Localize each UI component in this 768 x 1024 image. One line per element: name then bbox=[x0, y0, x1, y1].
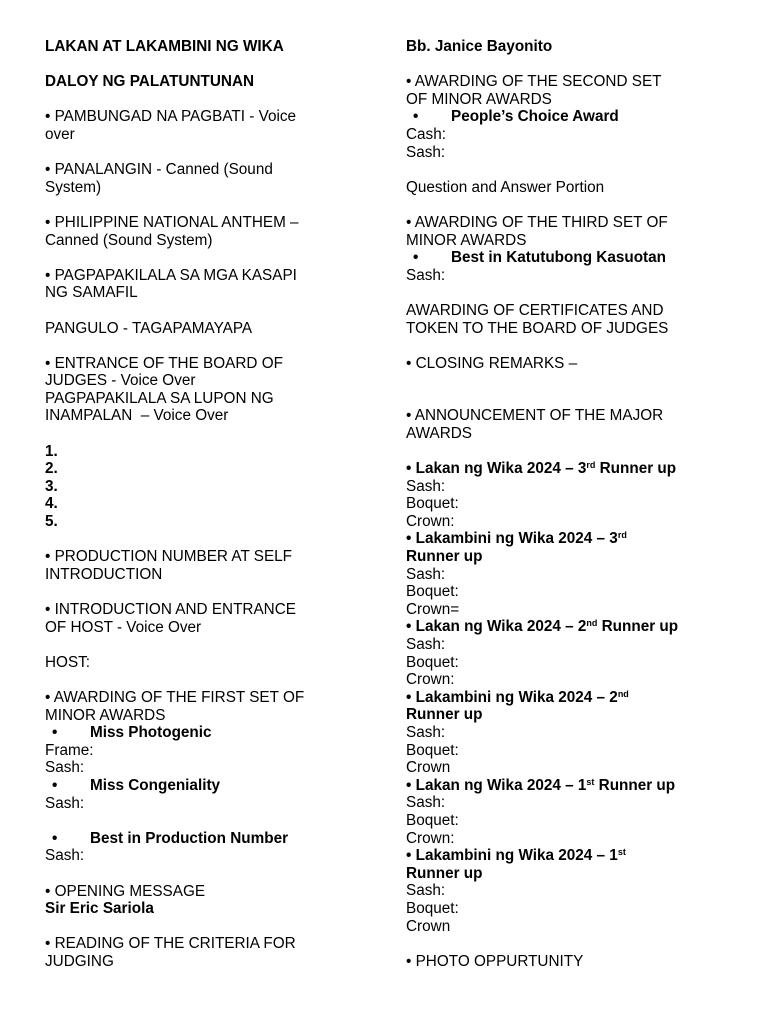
award-label: Miss Photogenic bbox=[90, 724, 212, 742]
field-frame: Frame: bbox=[45, 741, 94, 759]
field-crown: Crown= bbox=[406, 600, 460, 618]
item-announcement-1: • ANNOUNCEMENT OF THE MAJOR bbox=[406, 407, 664, 425]
field-sash: Sash: bbox=[406, 477, 446, 495]
ordinal-suffix: nd bbox=[586, 618, 598, 629]
bullet-icon: • bbox=[52, 829, 58, 847]
judge-number: 1. bbox=[45, 442, 58, 460]
bullet-icon: • bbox=[413, 249, 419, 267]
award-label: Best in Production Number bbox=[90, 829, 289, 847]
award-lakambini-1st-cont: Runner up bbox=[406, 864, 483, 882]
field-sash: Sash: bbox=[45, 847, 85, 865]
item-criteria-1: • READING OF THE CRITERIA FOR bbox=[45, 935, 296, 953]
item-second-set-2: OF MINOR AWARDS bbox=[406, 90, 552, 108]
field-cash: Cash: bbox=[406, 125, 446, 143]
ordinal-suffix: nd bbox=[617, 688, 629, 699]
item-host-intro-2: OF HOST - Voice Over bbox=[45, 618, 202, 636]
item-announcement-2: AWARDS bbox=[406, 424, 473, 442]
award-prefix: • Lakambini ng Wika 2024 – 3 bbox=[406, 530, 618, 548]
judge-number: 5. bbox=[45, 513, 58, 531]
field-boquet: Boquet: bbox=[406, 741, 459, 759]
award-lakan-2nd bbox=[406, 618, 746, 636]
opening-speaker: Sir Eric Sariola bbox=[45, 900, 154, 918]
field-crown: Crown: bbox=[406, 671, 455, 689]
field-boquet: Boquet: bbox=[406, 583, 459, 601]
item-panalangin-2: System) bbox=[45, 178, 102, 196]
field-sash: Sash: bbox=[406, 636, 446, 653]
field-sash: Sash: bbox=[406, 143, 446, 161]
field-sash: Sash: bbox=[406, 266, 446, 284]
program-heading: DALOY NG PALATUNTUNAN bbox=[45, 73, 255, 91]
award-prefix: • Lakambini ng Wika 2024 – 2 bbox=[406, 688, 618, 706]
left-column bbox=[45, 38, 365, 970]
item-judges-4: INAMPALAN – Voice Over bbox=[45, 407, 229, 425]
item-pambungad-2: over bbox=[45, 125, 75, 143]
award-lakambini-3rd bbox=[406, 530, 746, 548]
award-suffix: Runner up bbox=[594, 776, 676, 794]
item-judges-3: PAGPAPAKILALA SA LUPON NG bbox=[45, 389, 274, 407]
field-crown: Crown: bbox=[406, 829, 455, 847]
item-first-set-1: • AWARDING OF THE FIRST SET OF bbox=[45, 688, 305, 706]
award-label: Best in Katutubong Kasuotan bbox=[451, 249, 667, 267]
item-criteria-2: JUDGING bbox=[45, 952, 114, 970]
item-production-1: • PRODUCTION NUMBER AT SELF bbox=[45, 548, 293, 566]
item-second-set-1: • AWARDING OF THE SECOND SET bbox=[406, 73, 662, 91]
award-prefix: • Lakan ng Wika 2024 – 1 bbox=[406, 776, 587, 794]
item-photo-opportunity: • PHOTO OPPURTUNITY bbox=[406, 952, 584, 970]
judge-number: 4. bbox=[45, 495, 58, 513]
award-peoples-choice bbox=[406, 108, 746, 126]
ordinal-suffix: rd bbox=[586, 460, 596, 471]
item-host: HOST: bbox=[45, 653, 91, 671]
award-prefix: • Lakan ng Wika 2024 – 2 bbox=[406, 618, 587, 636]
award-lakambini-3rd-cont: Runner up bbox=[406, 548, 483, 566]
award-lakambini-2nd-cont: Runner up bbox=[406, 706, 483, 724]
field-sash: Sash: bbox=[406, 882, 446, 900]
bullet-icon: • bbox=[413, 108, 419, 126]
item-anthem-1: • PHILIPPINE NATIONAL ANTHEM – bbox=[45, 213, 299, 231]
item-judges-1: • ENTRANCE OF THE BOARD OF bbox=[45, 354, 283, 372]
bullet-icon: • bbox=[52, 724, 58, 742]
item-third-set-2: MINOR AWARDS bbox=[406, 231, 527, 249]
field-sash: Sash: bbox=[45, 759, 85, 777]
field-boquet: Boquet: bbox=[406, 811, 459, 829]
item-qa: Question and Answer Portion bbox=[406, 178, 605, 196]
ordinal-suffix: rd bbox=[617, 530, 627, 541]
field-boquet: Boquet: bbox=[406, 495, 459, 513]
item-first-set-2: MINOR AWARDS bbox=[45, 706, 166, 724]
host-name: Bb. Janice Bayonito bbox=[406, 38, 553, 55]
right-column bbox=[406, 38, 746, 970]
award-lakan-1st bbox=[406, 777, 746, 795]
item-production-2: INTRODUCTION bbox=[45, 565, 163, 583]
field-sash: Sash: bbox=[406, 794, 446, 812]
award-suffix: Runner up bbox=[597, 618, 679, 636]
item-pambungad-1: • PAMBUNGAD NA PAGBATI - Voice bbox=[45, 108, 297, 126]
award-miss-photogenic bbox=[45, 724, 365, 742]
award-lakambini-1st bbox=[406, 847, 746, 865]
item-opening: • OPENING MESSAGE bbox=[45, 882, 206, 900]
field-sash: Sash: bbox=[406, 723, 446, 741]
field-sash: Sash: bbox=[406, 565, 446, 583]
document-title: LAKAN AT LAKAMBINI NG WIKA bbox=[45, 38, 284, 55]
ordinal-suffix: st bbox=[586, 776, 595, 787]
field-crown: Crown bbox=[406, 917, 451, 935]
item-pagpapakilala-1: • PAGPAPAKILALA SA MGA KASAPI bbox=[45, 266, 297, 284]
item-panalangin-1: • PANALANGIN - Canned (Sound bbox=[45, 161, 273, 179]
field-crown: Crown bbox=[406, 759, 451, 777]
item-certificates-1: AWARDING OF CERTIFICATES AND bbox=[406, 301, 664, 319]
item-third-set-1: • AWARDING OF THE THIRD SET OF bbox=[406, 213, 668, 231]
award-suffix: Runner up bbox=[595, 460, 677, 478]
field-boquet: Boquet: bbox=[406, 653, 459, 671]
field-boquet: Boquet: bbox=[406, 899, 459, 917]
award-prefix: • Lakan ng Wika 2024 – 3 bbox=[406, 460, 587, 478]
award-miss-congeniality bbox=[45, 777, 365, 795]
item-judges-2: JUDGES - Voice Over bbox=[45, 372, 196, 390]
field-crown: Crown: bbox=[406, 512, 455, 530]
item-pangulo: PANGULO - TAGAPAMAYAPA bbox=[45, 319, 253, 337]
item-host-intro-1: • INTRODUCTION AND ENTRANCE bbox=[45, 601, 296, 618]
bullet-icon: • bbox=[52, 776, 58, 794]
award-best-kasuotan bbox=[406, 249, 746, 267]
award-lakan-3rd bbox=[406, 460, 746, 478]
item-closing: • CLOSING REMARKS – bbox=[406, 354, 578, 372]
item-anthem-2: Canned (Sound System) bbox=[45, 231, 213, 249]
award-prefix: • Lakambini ng Wika 2024 – 1 bbox=[406, 847, 618, 865]
award-label: People’s Choice Award bbox=[451, 108, 619, 126]
field-sash: Sash: bbox=[45, 794, 85, 812]
ordinal-suffix: st bbox=[617, 847, 626, 858]
judge-number: 2. bbox=[45, 460, 58, 478]
award-best-production bbox=[45, 830, 365, 848]
award-label: Miss Congeniality bbox=[90, 776, 221, 794]
item-pagpapakilala-2: NG SAMAFIL bbox=[45, 284, 138, 302]
judge-number: 3. bbox=[45, 477, 58, 495]
award-lakambini-2nd bbox=[406, 689, 746, 707]
item-certificates-2: TOKEN TO THE BOARD OF JUDGES bbox=[406, 319, 669, 337]
